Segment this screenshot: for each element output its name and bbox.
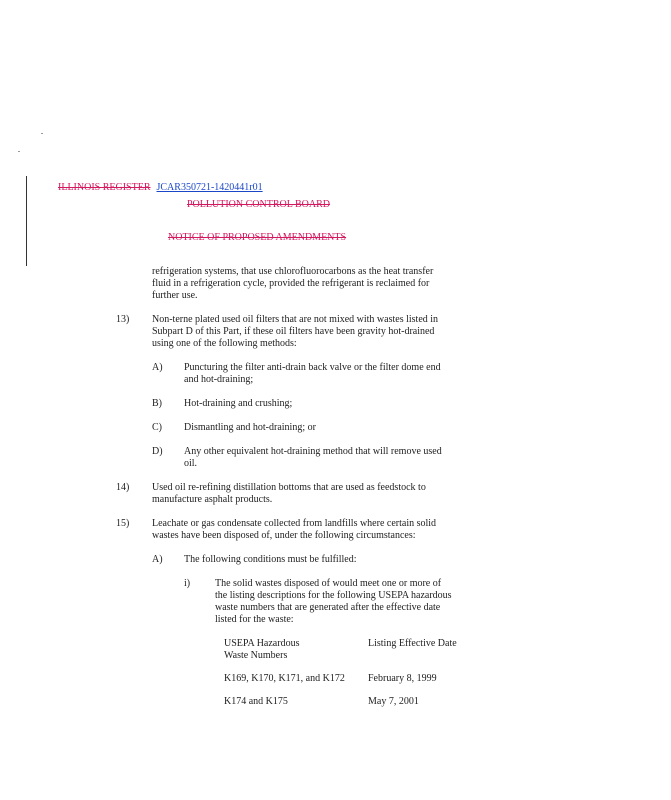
table-col1-header: [224, 638, 299, 662]
item-13-text: [152, 314, 438, 350]
text-line: Waste Numbers: [224, 650, 288, 661]
item-13d-text: [184, 446, 442, 470]
text-line: wastes have been disposed of, under the following circumstances:: [152, 530, 416, 541]
register-title-deleted: ILLINOIS REGISTER: [58, 182, 151, 193]
text-line: using one of the following methods:: [152, 338, 297, 349]
text-line: refrigeration systems, that use chlorofluorocarbons as the heat transfer: [152, 266, 434, 277]
item-13b-text: Hot-draining and crushing;: [184, 398, 293, 409]
item-13d-label: D): [152, 446, 163, 457]
text-line: fluid in a refrigeration cycle, provided the refrigerant is reclaimed for: [152, 278, 430, 289]
text-line: further use.: [152, 290, 198, 301]
notice-title: NOTICE OF PROPOSED AMENDMENTS: [168, 232, 347, 243]
jcar-code-inserted: JCAR350721-1420441r01: [156, 182, 263, 193]
item-13a-label: A): [152, 362, 163, 373]
text-line: Subpart D of this Part, if these oil filters have been gravity hot-drained: [152, 326, 435, 337]
item-13-number: 13): [116, 314, 130, 325]
item-13b-label: B): [152, 398, 162, 409]
revision-change-bar: [26, 176, 27, 266]
text-line: the listing descriptions for the following USEPA hazardous: [215, 590, 452, 601]
item-14-number: 14): [116, 482, 130, 493]
item-15ai-label: i): [184, 578, 191, 589]
text-line: listed for the waste:: [215, 614, 294, 625]
item-15a-label: A): [152, 554, 163, 565]
board-title: POLLUTION CONTROL BOARD: [187, 199, 330, 210]
text-line: waste numbers that are generated after the effective date: [215, 602, 441, 613]
table-row-2-codes: K174 and K175: [224, 696, 288, 707]
text-line: Used oil re-refining distillation bottoms that are used as feedstock to: [152, 482, 426, 493]
text-line: manufacture asphalt products.: [152, 494, 273, 505]
register-header: [58, 177, 263, 195]
text-line: Puncturing the filter anti-drain back valve or the filter dome end: [184, 362, 441, 373]
scan-speck: [18, 151, 20, 152]
table-row-1-date: February 8, 1999: [368, 673, 437, 684]
item-15-text: [152, 518, 436, 542]
text-line: The solid wastes disposed of would meet one or more of: [215, 578, 442, 589]
text-line: and hot-draining;: [184, 374, 254, 385]
text-line: USEPA Hazardous: [224, 638, 300, 649]
text-line: oil.: [184, 458, 198, 469]
item-15ai-text: [215, 578, 452, 626]
item-15-number: 15): [116, 518, 130, 529]
scan-speck: [41, 133, 43, 134]
item-13c-text: Dismantling and hot-draining; or: [184, 422, 316, 433]
text-line: Any other equivalent hot-draining method that will remove used: [184, 446, 442, 457]
item-13a-text: [184, 362, 441, 386]
text-line: Leachate or gas condensate collected from landfills where certain solid: [152, 518, 437, 529]
item-15a-text: The following conditions must be fulfilled:: [184, 554, 357, 565]
text-line: Non-terne plated used oil filters that are not mixed with wastes listed in: [152, 314, 439, 325]
item-14-text: [152, 482, 426, 506]
item-13c-label: C): [152, 422, 162, 433]
table-row-2-date: May 7, 2001: [368, 696, 419, 707]
table-col2-header: Listing Effective Date: [368, 638, 457, 649]
table-row-1-codes: K169, K170, K171, and K172: [224, 673, 345, 684]
continuation-paragraph: [152, 266, 433, 302]
